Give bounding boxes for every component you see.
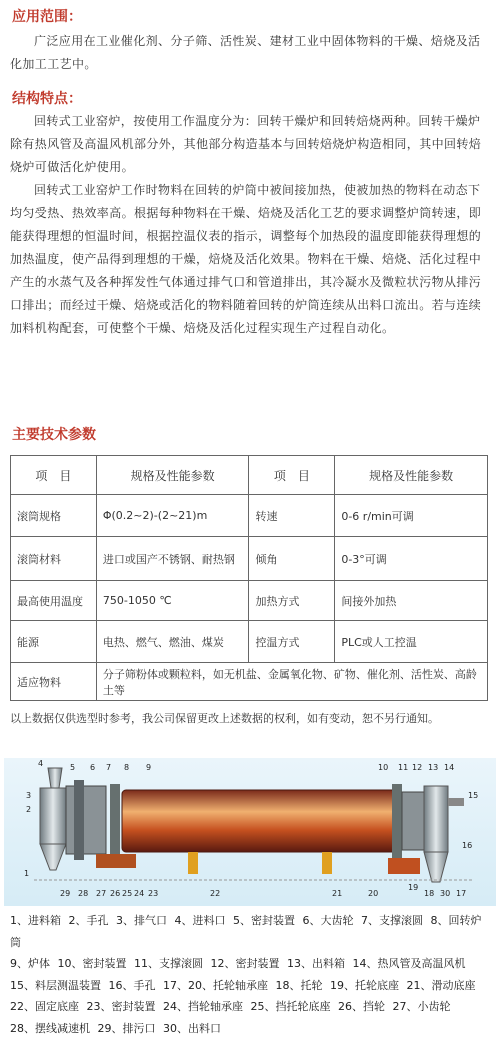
legend-item: 3、排气口	[116, 914, 167, 927]
application-paragraph: 广泛应用在工业催化剂、分子筛、活性炭、建材工业中固体物料的干燥、焙烧及活化加工工艺中。	[10, 34, 481, 71]
sliding-support	[322, 852, 332, 874]
table-cell: Φ(0.2~2)-(2~21)m	[96, 495, 249, 537]
table-cell: 间接外加热	[335, 581, 488, 621]
structure-text	[10, 110, 490, 340]
diagram-label: 4	[38, 759, 44, 768]
legend-item: 18、托轮	[275, 978, 323, 992]
header-cell: 项 目	[11, 456, 97, 495]
legend-item: 29、排污口	[97, 1021, 156, 1035]
legend-item: 30、出料口	[163, 1021, 221, 1035]
kiln-drum	[122, 790, 402, 852]
header-cell: 规格及性能参数	[335, 456, 488, 495]
table-cell: 转速	[249, 495, 335, 537]
legend-item: 21、滑动底座	[406, 978, 476, 992]
roller-base-right	[388, 858, 420, 874]
kiln-drawing	[4, 758, 496, 906]
feed-box	[40, 788, 66, 844]
table-header-row	[11, 456, 488, 495]
legend-item: 8、回转炉筒	[10, 914, 482, 949]
legend-item: 11、支撑滚圆	[134, 957, 203, 970]
table-cell: 倾角	[249, 537, 335, 581]
table-cell: 能源	[11, 621, 97, 663]
legend-item: 7、支撑滚圆	[361, 914, 423, 927]
diagram-label: 2	[26, 805, 32, 814]
application-text	[10, 30, 490, 76]
diagram-label: 24	[134, 889, 145, 898]
legend-item: 6、大齿轮	[302, 914, 354, 927]
legend-item: 1、进料箱	[10, 914, 61, 927]
diagram-label: 3	[26, 791, 32, 800]
diagram-label: 22	[210, 889, 221, 898]
diagram-label: 5	[70, 763, 76, 772]
diagram-label: 16	[462, 841, 473, 850]
header-cell: 项 目	[249, 456, 335, 495]
diagram-label: 25	[122, 889, 133, 898]
disclaimer-note: 以上数据仅供选型时参考，我公司保留更改上述数据的权利，如有变动，恕不另行通知。	[10, 712, 439, 725]
diagram-label: 20	[368, 889, 379, 898]
legend-item: 9、炉体	[10, 957, 50, 970]
diagram-label: 14	[444, 763, 455, 772]
diagram-label: 12	[412, 763, 423, 772]
diagram-label: 10	[378, 763, 389, 772]
table-cell: 750-1050 ℃	[96, 581, 249, 621]
legend-item: 10、密封装置	[57, 957, 127, 970]
table-row	[11, 621, 488, 663]
legend-item: 25、挡托轮底座	[250, 1000, 331, 1013]
table-cell: 分子筛粉体或颗粒料，如无机盐、金属氧化物、矿物、催化剂、活性炭、高龄土等	[96, 663, 487, 701]
feed-inlet	[48, 768, 62, 788]
diagram-label: 9	[146, 763, 152, 772]
table-cell: 电热、燃气、燃油、煤炭	[96, 621, 249, 663]
diagram-label: 8	[124, 763, 130, 772]
legend-item: 22、固定底座	[10, 1000, 79, 1013]
spec-table	[10, 455, 488, 701]
legend-item: 2、手孔	[68, 914, 109, 927]
diagram-label: 1	[24, 869, 30, 878]
legend-item: 16、手孔	[108, 978, 156, 992]
legend-item: 5、密封装置	[233, 914, 295, 927]
diagram-label: 23	[148, 889, 159, 898]
specs-heading: 主要技术参数	[12, 427, 96, 443]
diagram-label: 28	[78, 889, 89, 898]
legend-item: 15、料层测温装置	[10, 978, 101, 992]
structure-paragraph-2: 回转式工业窑炉工作时物料在回转的炉筒中被间接加热，使被加热的物料在动态下均匀受热、热效率高。根据每种物料在干燥、焙烧及活化工艺的要求调整炉筒转速，即能获得理想的恒温时间，根据控温仪表的指示，调整每个加热段的温度即能获得理想的加热温度，使产品得到理想的干燥，焙烧及活化效果。物料在干燥、焙烧、活化过程中产生的水蒸气及各种挥发性气体通过排气口和管道排出，其冷凝水及微粒状污物从排污口排出；而经过干燥、焙烧或活化的物料随着回转的炉筒连续从出料口流出。若与连续加料机构配套，可使整个干燥、焙烧及活化过程实现生产过程自动化。	[10, 183, 482, 335]
seal-right	[402, 792, 424, 850]
legend-item: 14、热风管及高温风机	[352, 957, 466, 970]
table-row	[11, 663, 488, 701]
table-cell: 0-6 r/min可调	[335, 495, 488, 537]
seal-gear-assembly	[66, 786, 106, 854]
table-row	[11, 581, 488, 621]
legend-item: 17、20、托轮轴承座	[163, 978, 268, 992]
large-gear	[74, 780, 84, 860]
reducer-base	[96, 854, 136, 868]
structure-heading: 结构特点：	[12, 91, 82, 107]
legend-item: 24、挡轮轴承座	[163, 1000, 243, 1013]
table-cell: 加热方式	[249, 581, 335, 621]
table-cell: 最高使用温度	[11, 581, 97, 621]
diagram-label: 17	[456, 889, 467, 898]
discharge-box	[424, 786, 448, 852]
legend-item: 27、小齿轮	[392, 1000, 451, 1013]
header-cell: 规格及性能参数	[96, 456, 249, 495]
legend-item: 4、进料口	[174, 914, 226, 927]
hot-air-pipe	[448, 798, 464, 806]
support-ring-left	[110, 784, 120, 856]
legend-item: 19、托轮底座	[330, 978, 399, 992]
diagram-label: 15	[468, 791, 479, 800]
table-cell: 适应物料	[11, 663, 97, 701]
legend-item: 13、出料箱	[287, 957, 345, 970]
table-row	[11, 537, 488, 581]
fixed-support	[188, 852, 198, 874]
drain-hopper	[40, 844, 66, 870]
diagram-label: 11	[398, 763, 409, 772]
structure-paragraph-1: 回转式工业窑炉，按使用工作温度分为：回转干燥炉和回转焙烧两种。回转干燥炉除有热风管及高温风机部分外，其他部分构造基本与回转焙烧炉构造相同，其中回转焙烧炉可做活化炉使用。	[10, 114, 482, 174]
table-cell: 控温方式	[249, 621, 335, 663]
table-cell: PLC或人工控温	[335, 621, 488, 663]
table-cell: 滚筒材料	[11, 537, 97, 581]
table-cell: 滚筒规格	[11, 495, 97, 537]
table-row	[11, 495, 488, 537]
parts-legend	[10, 910, 494, 1039]
legend-item: 26、挡轮	[338, 1000, 385, 1013]
support-ring-right	[392, 784, 402, 858]
diagram-label: 7	[106, 763, 112, 772]
diagram-label: 18	[424, 889, 435, 898]
diagram-label: 19	[408, 883, 419, 892]
application-heading: 应用范围：	[12, 9, 82, 25]
diagram-label: 27	[96, 889, 107, 898]
legend-item: 23、密封装置	[86, 1000, 156, 1013]
diagram-label: 6	[90, 763, 96, 772]
diagram-label: 13	[428, 763, 439, 772]
rotary-kiln-diagram	[4, 758, 496, 906]
diagram-label: 21	[332, 889, 343, 898]
table-cell: 进口或国产不锈钢、耐热钢	[96, 537, 249, 581]
discharge-outlet	[424, 852, 448, 882]
diagram-label: 30	[440, 889, 451, 898]
legend-item: 28、摆线减速机	[10, 1021, 90, 1035]
legend-item: 12、密封装置	[210, 957, 280, 970]
table-cell: 0-3°可调	[335, 537, 488, 581]
diagram-label: 29	[60, 889, 71, 898]
diagram-label: 26	[110, 889, 121, 898]
